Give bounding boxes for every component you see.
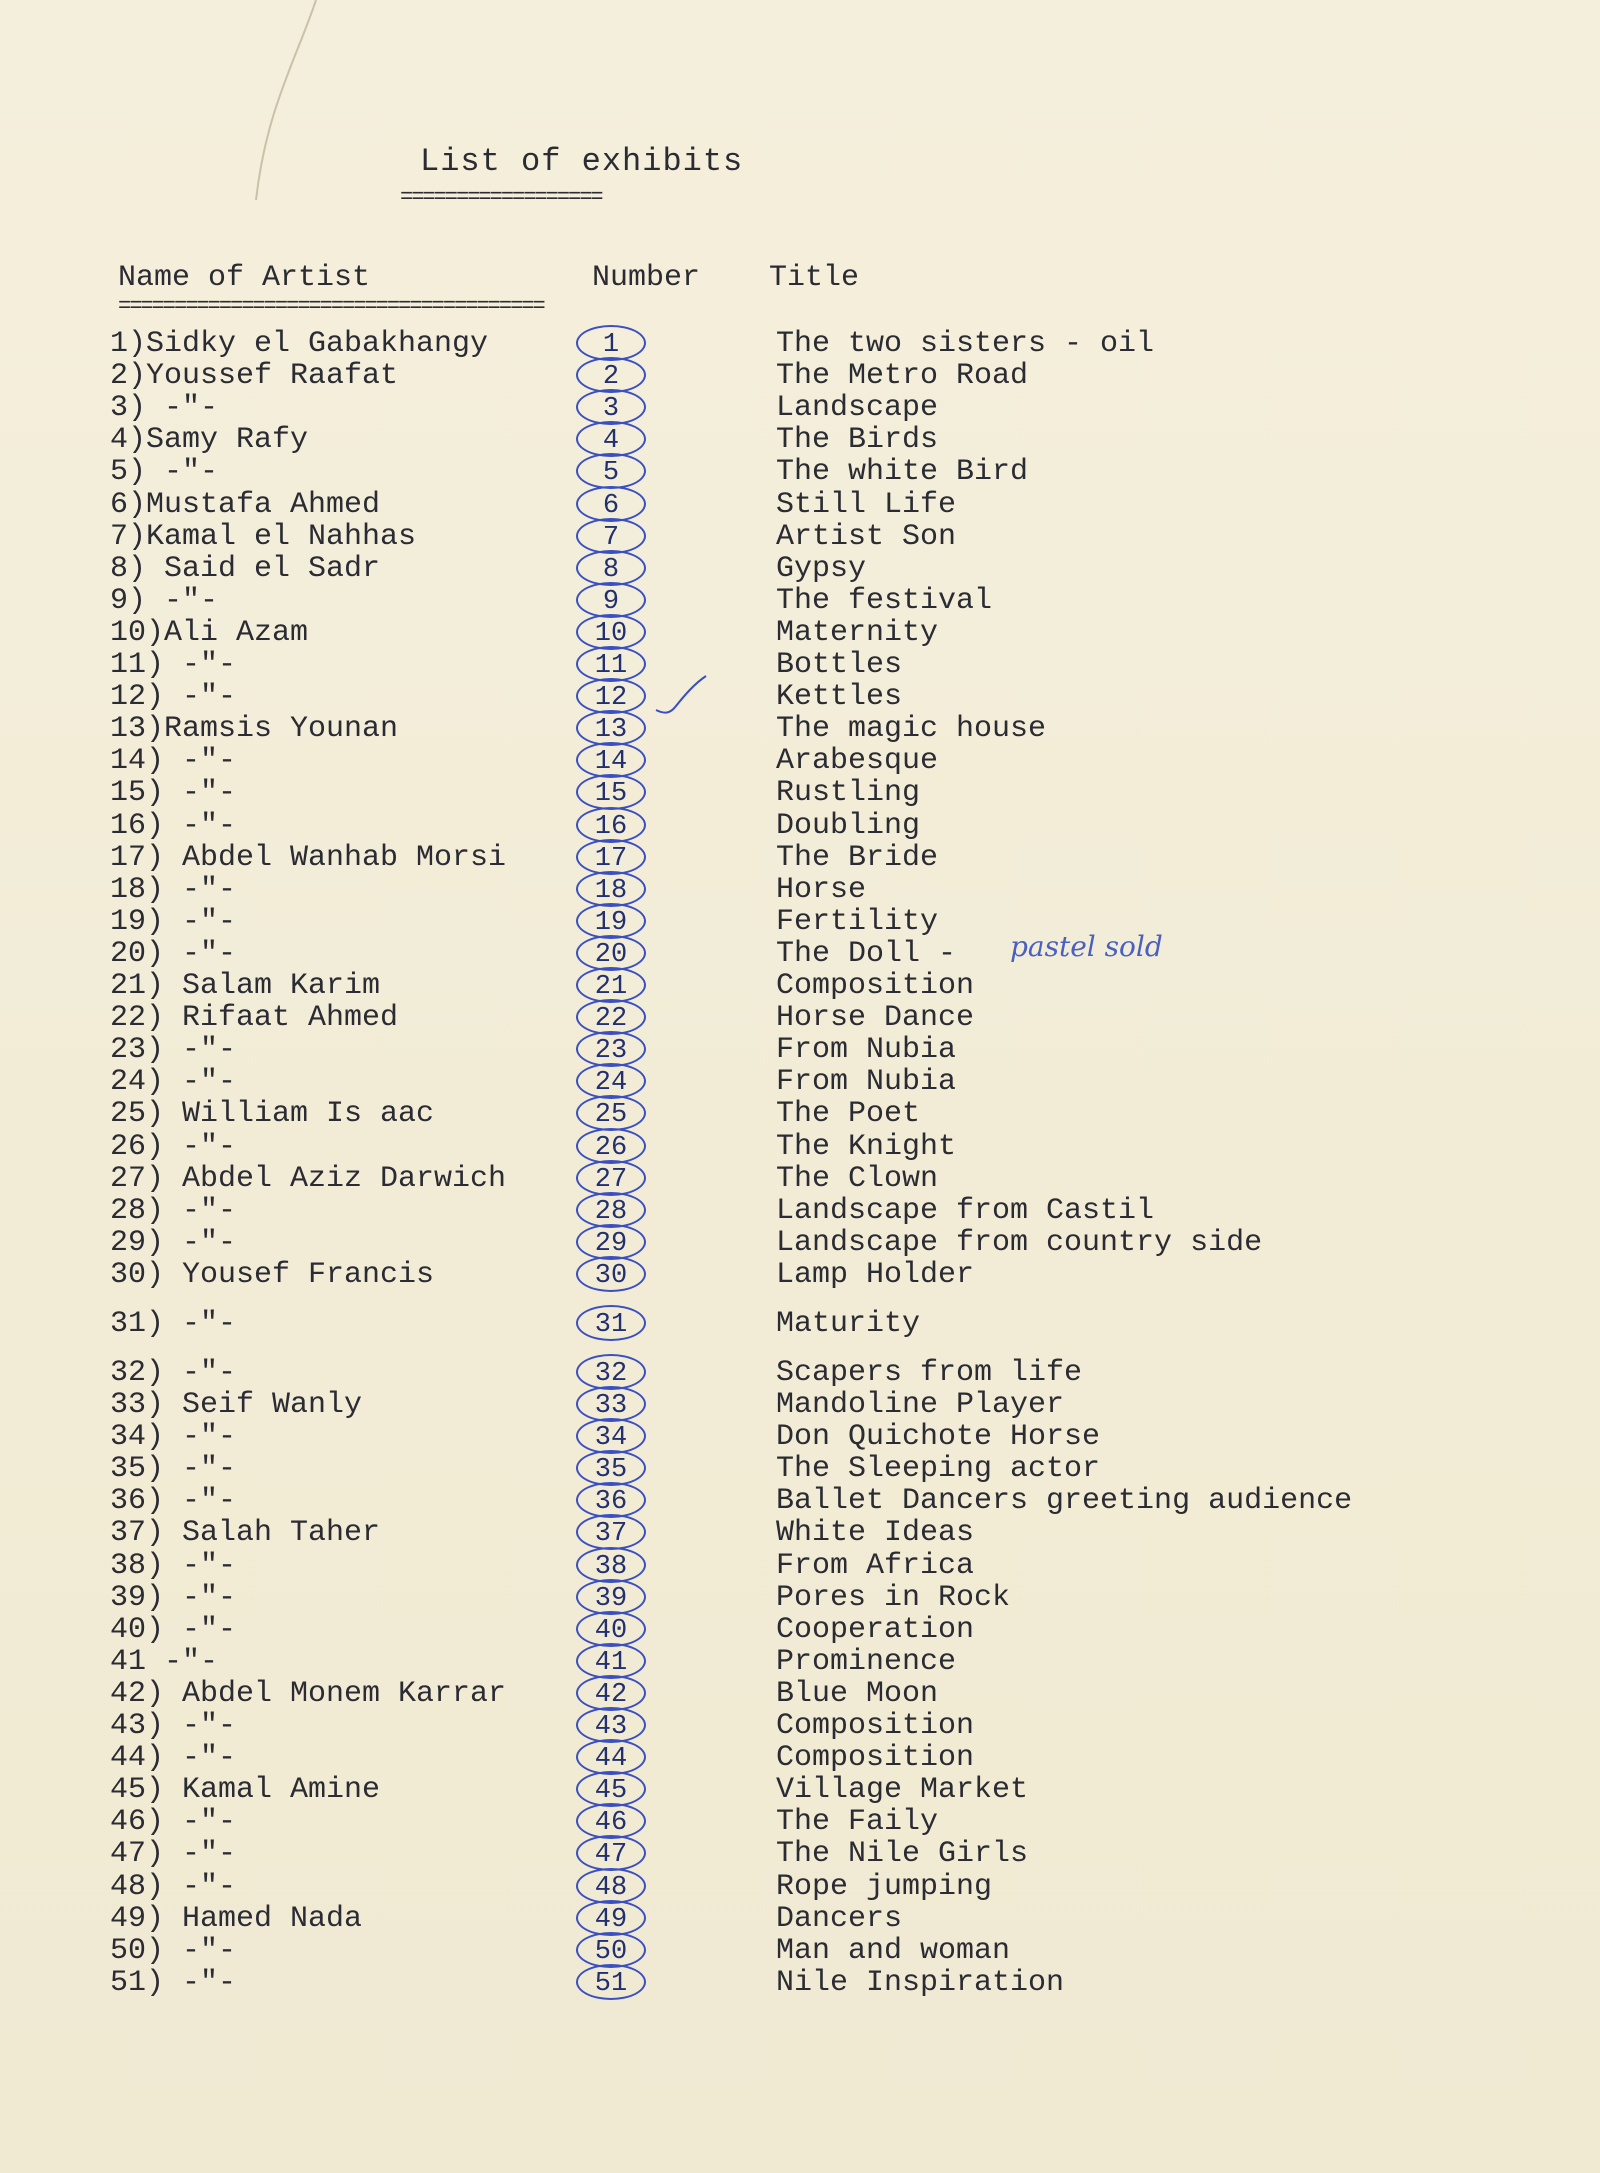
table-row [0, 1741, 1600, 1775]
artist-name: 10)Ali Azam [110, 615, 309, 650]
page-title: List of exhibits [420, 143, 744, 180]
table-row [0, 1226, 1600, 1260]
artist-name: 13)Ramsis Younan [110, 712, 399, 747]
table-row [0, 359, 1600, 393]
exhibit-title: Don Quichote Horse [776, 1420, 1101, 1455]
exhibit-number: 37 [576, 1514, 646, 1550]
exhibit-title: Landscape [776, 391, 939, 426]
artist-name: 38) -"- [110, 1548, 237, 1583]
artist-name: 36) -"- [110, 1484, 237, 1519]
artist-name: 24) -"- [110, 1065, 237, 1100]
exhibit-title: The magic house [776, 712, 1047, 747]
artist-name: 11) -"- [110, 648, 237, 682]
exhibit-title: Prominence [776, 1644, 957, 1679]
artist-name: 41 -"- [110, 1644, 219, 1679]
exhibit-title: Blue Moon [776, 1676, 939, 1711]
exhibit-title: Arabesque [776, 744, 939, 779]
exhibit-number: 20 [576, 935, 646, 971]
table-row [0, 1484, 1600, 1518]
table-row [0, 648, 1600, 682]
artist-name: 31) -"- [110, 1306, 237, 1341]
artist-name: 20) -"- [110, 936, 237, 971]
exhibit-number: 5 [576, 453, 646, 489]
exhibit-number: 1 [576, 325, 646, 361]
table-row [0, 841, 1600, 875]
exhibit-number: 39 [576, 1579, 646, 1615]
exhibit-title: Composition [776, 1741, 975, 1776]
exhibit-title: Kettles [776, 680, 903, 715]
artist-name: 40) -"- [110, 1612, 237, 1647]
exhibit-number: 25 [576, 1095, 646, 1131]
exhibit-title: Rustling [776, 776, 921, 811]
artist-name: 28) -"- [110, 1193, 237, 1228]
table-row [0, 1870, 1600, 1904]
exhibit-title: Dancers [776, 1901, 903, 1936]
exhibit-number: 3 [576, 389, 646, 425]
artist-name: 27) Abdel Aziz Darwich [110, 1161, 507, 1196]
exhibit-title: The Faily [776, 1805, 939, 1840]
exhibit-number: 2 [576, 357, 646, 393]
table-row [0, 1258, 1600, 1292]
exhibit-number: 40 [576, 1611, 646, 1647]
artist-name: 18) -"- [110, 872, 237, 907]
exhibit-title: The Bride [776, 840, 939, 875]
table-row [0, 327, 1600, 361]
table-row [0, 1420, 1600, 1454]
exhibit-number: 9 [576, 582, 646, 618]
exhibit-number: 44 [576, 1739, 646, 1775]
table-row [0, 1001, 1600, 1035]
exhibit-title: Man and woman [776, 1933, 1011, 1968]
exhibit-number: 8 [576, 550, 646, 586]
exhibit-title: From Nubia [776, 1065, 957, 1100]
artist-name: 51) -"- [110, 1965, 237, 2000]
artist-name: 44) -"- [110, 1741, 237, 1776]
exhibit-number: 31 [576, 1305, 646, 1341]
column-header-number: Number [592, 261, 701, 295]
artist-name: 29) -"- [110, 1225, 237, 1260]
exhibit-number: 23 [576, 1031, 646, 1067]
handwritten-note: pastel sold [1010, 930, 1163, 963]
exhibit-title: The Metro Road [776, 359, 1029, 394]
table-row [0, 1452, 1600, 1486]
exhibit-title: Horse Dance [776, 1001, 975, 1036]
exhibit-title: From Nubia [776, 1033, 957, 1068]
exhibit-title: The Clown [776, 1161, 939, 1196]
table-row [0, 1709, 1600, 1743]
artist-name: 8) Said el Sadr [110, 551, 381, 586]
exhibit-title: Mandoline Player [776, 1388, 1065, 1422]
exhibit-number: 10 [576, 614, 646, 650]
exhibit-number: 29 [576, 1224, 646, 1260]
exhibit-number: 14 [576, 742, 646, 778]
table-row [0, 1307, 1600, 1341]
exhibit-number: 4 [576, 421, 646, 457]
exhibit-title: White Ideas [776, 1516, 975, 1551]
exhibit-title: Landscape from country side [776, 1225, 1263, 1260]
exhibit-number: 21 [576, 967, 646, 1003]
table-row [0, 616, 1600, 650]
table-row [0, 1162, 1600, 1196]
table-row [0, 1516, 1600, 1550]
table-row [0, 1065, 1600, 1099]
exhibit-number: 35 [576, 1450, 646, 1486]
exhibit-title: From Africa [776, 1548, 975, 1583]
artist-name: 12) -"- [110, 680, 237, 715]
table-row [0, 1613, 1600, 1647]
table-row [0, 873, 1600, 907]
table-row [0, 1773, 1600, 1807]
table-row [0, 776, 1600, 810]
exhibit-title: The two sisters - oil [776, 327, 1155, 361]
artist-name: 17) Abdel Wanhab Morsi [110, 840, 507, 875]
exhibit-title: Landscape from Castil [776, 1193, 1155, 1228]
exhibit-title: Composition [776, 1709, 975, 1743]
artist-name: 6)Mustafa Ahmed [110, 487, 381, 522]
table-row [0, 1581, 1600, 1615]
exhibit-title: The Doll - [776, 936, 957, 971]
column-header-title: Title [769, 261, 860, 295]
exhibit-number: 33 [576, 1386, 646, 1422]
table-row [0, 937, 1600, 971]
exhibit-number: 27 [576, 1160, 646, 1196]
table-row [0, 1805, 1600, 1839]
artist-name: 1)Sidky el Gabakhangy [110, 327, 489, 361]
exhibit-number: 34 [576, 1418, 646, 1454]
exhibit-number: 45 [576, 1771, 646, 1807]
checkmark-icon [652, 670, 708, 720]
artist-name: 33) Seif Wanly [110, 1388, 363, 1422]
artist-name: 34) -"- [110, 1420, 237, 1455]
exhibit-number: 51 [576, 1964, 646, 2000]
exhibit-title: The Poet [776, 1097, 921, 1132]
exhibit-title: Artist Son [776, 519, 957, 554]
exhibit-number: 24 [576, 1063, 646, 1099]
table-row [0, 1837, 1600, 1871]
artist-name: 23) -"- [110, 1033, 237, 1068]
table-row [0, 1097, 1600, 1131]
artist-name: 49) Hamed Nada [110, 1901, 363, 1936]
exhibit-number: 15 [576, 774, 646, 810]
exhibit-title: Village Market [776, 1773, 1029, 1808]
exhibit-title: The Knight [776, 1129, 957, 1164]
exhibit-title: The Birds [776, 423, 939, 458]
exhibit-title: Nile Inspiration [776, 1965, 1065, 2000]
paper-crease-mark [236, 0, 326, 220]
exhibit-title: Bottles [776, 648, 903, 682]
exhibit-number: 26 [576, 1128, 646, 1164]
artist-name: 45) Kamal Amine [110, 1773, 381, 1808]
exhibit-number: 36 [576, 1482, 646, 1518]
exhibit-title: Horse [776, 872, 867, 907]
exhibit-number: 22 [576, 999, 646, 1035]
table-row [0, 680, 1600, 714]
artist-name: 16) -"- [110, 808, 237, 843]
table-row [0, 1902, 1600, 1936]
exhibit-title: Gypsy [776, 551, 867, 586]
artist-name: 3) -"- [110, 391, 219, 426]
artist-name: 22) Rifaat Ahmed [110, 1001, 399, 1036]
table-row [0, 1645, 1600, 1679]
exhibit-title: Composition [776, 969, 975, 1003]
table-row [0, 905, 1600, 939]
artist-name: 2)Youssef Raafat [110, 359, 399, 394]
exhibit-title: The festival [776, 583, 993, 618]
exhibit-number: 30 [576, 1256, 646, 1292]
exhibit-title: Rope jumping [776, 1869, 993, 1904]
artist-name: 15) -"- [110, 776, 237, 811]
table-row [0, 520, 1600, 554]
exhibit-title: Pores in Rock [776, 1580, 1011, 1615]
exhibit-number: 13 [576, 710, 646, 746]
artist-name: 9) -"- [110, 583, 219, 618]
artist-name: 14) -"- [110, 744, 237, 779]
artist-name: 4)Samy Rafy [110, 423, 309, 458]
artist-name: 26) -"- [110, 1129, 237, 1164]
artist-name: 43) -"- [110, 1709, 237, 1743]
exhibit-title: The Nile Girls [776, 1837, 1029, 1872]
exhibit-number: 42 [576, 1675, 646, 1711]
artist-name: 30) Yousef Francis [110, 1257, 435, 1292]
table-row [0, 423, 1600, 457]
exhibit-number: 12 [576, 678, 646, 714]
table-row [0, 1966, 1600, 2000]
table-row [0, 1388, 1600, 1422]
exhibit-number: 49 [576, 1900, 646, 1936]
artist-name: 7)Kamal el Nahhas [110, 519, 417, 554]
artist-name: 39) -"- [110, 1580, 237, 1615]
table-row [0, 1130, 1600, 1164]
exhibit-number: 43 [576, 1707, 646, 1743]
table-row [0, 969, 1600, 1003]
table-row [0, 1677, 1600, 1711]
artist-name: 47) -"- [110, 1837, 237, 1872]
exhibit-title: Lamp Holder [776, 1257, 975, 1292]
table-row [0, 552, 1600, 586]
exhibit-number: 41 [576, 1643, 646, 1679]
artist-name: 19) -"- [110, 904, 237, 939]
exhibit-number: 47 [576, 1835, 646, 1871]
table-row [0, 712, 1600, 746]
artist-name: 25) William Is aac [110, 1097, 435, 1132]
artist-name: 32) -"- [110, 1355, 237, 1390]
exhibit-number: 7 [576, 518, 646, 554]
artist-name: 21) Salam Karim [110, 969, 381, 1003]
table-row [0, 744, 1600, 778]
exhibit-number: 50 [576, 1932, 646, 1968]
artist-name: 50) -"- [110, 1933, 237, 1968]
table-row [0, 809, 1600, 843]
exhibit-number: 48 [576, 1868, 646, 1904]
artist-name: 42) Abdel Monem Karrar [110, 1676, 507, 1711]
exhibit-title: Scapers from life [776, 1355, 1083, 1390]
exhibit-title: Maturity [776, 1306, 921, 1341]
table-row [0, 455, 1600, 489]
exhibit-number: 32 [576, 1354, 646, 1390]
exhibit-number: 19 [576, 903, 646, 939]
exhibit-title: The Sleeping actor [776, 1452, 1101, 1487]
artist-name: 5) -"- [110, 455, 219, 490]
exhibit-number: 38 [576, 1547, 646, 1583]
table-row [0, 1194, 1600, 1228]
header-underline: ====================================== [118, 294, 544, 319]
exhibit-number: 46 [576, 1803, 646, 1839]
exhibit-number: 17 [576, 839, 646, 875]
exhibit-title: Maternity [776, 615, 939, 650]
title-underline: ================== [400, 185, 602, 210]
artist-name: 35) -"- [110, 1452, 237, 1487]
exhibit-title: The white Bird [776, 455, 1029, 490]
artist-name: 46) -"- [110, 1805, 237, 1840]
table-row [0, 488, 1600, 522]
exhibit-title: Ballet Dancers greeting audience [776, 1484, 1353, 1519]
exhibit-title: Cooperation [776, 1612, 975, 1647]
exhibit-title: Doubling [776, 808, 921, 843]
table-row [0, 1934, 1600, 1968]
exhibit-number: 18 [576, 871, 646, 907]
exhibit-number: 16 [576, 807, 646, 843]
artist-name: 37) Salah Taher [110, 1516, 381, 1551]
table-row [0, 1549, 1600, 1583]
table-row [0, 1356, 1600, 1390]
column-header-artist: Name of Artist [118, 261, 371, 295]
exhibit-number: 28 [576, 1192, 646, 1228]
table-row [0, 584, 1600, 618]
exhibit-title: Still Life [776, 487, 957, 522]
exhibit-number: 11 [576, 646, 646, 682]
exhibit-title: Fertility [776, 904, 939, 939]
table-row [0, 391, 1600, 425]
table-row [0, 1033, 1600, 1067]
exhibit-number: 6 [576, 486, 646, 522]
artist-name: 48) -"- [110, 1869, 237, 1904]
